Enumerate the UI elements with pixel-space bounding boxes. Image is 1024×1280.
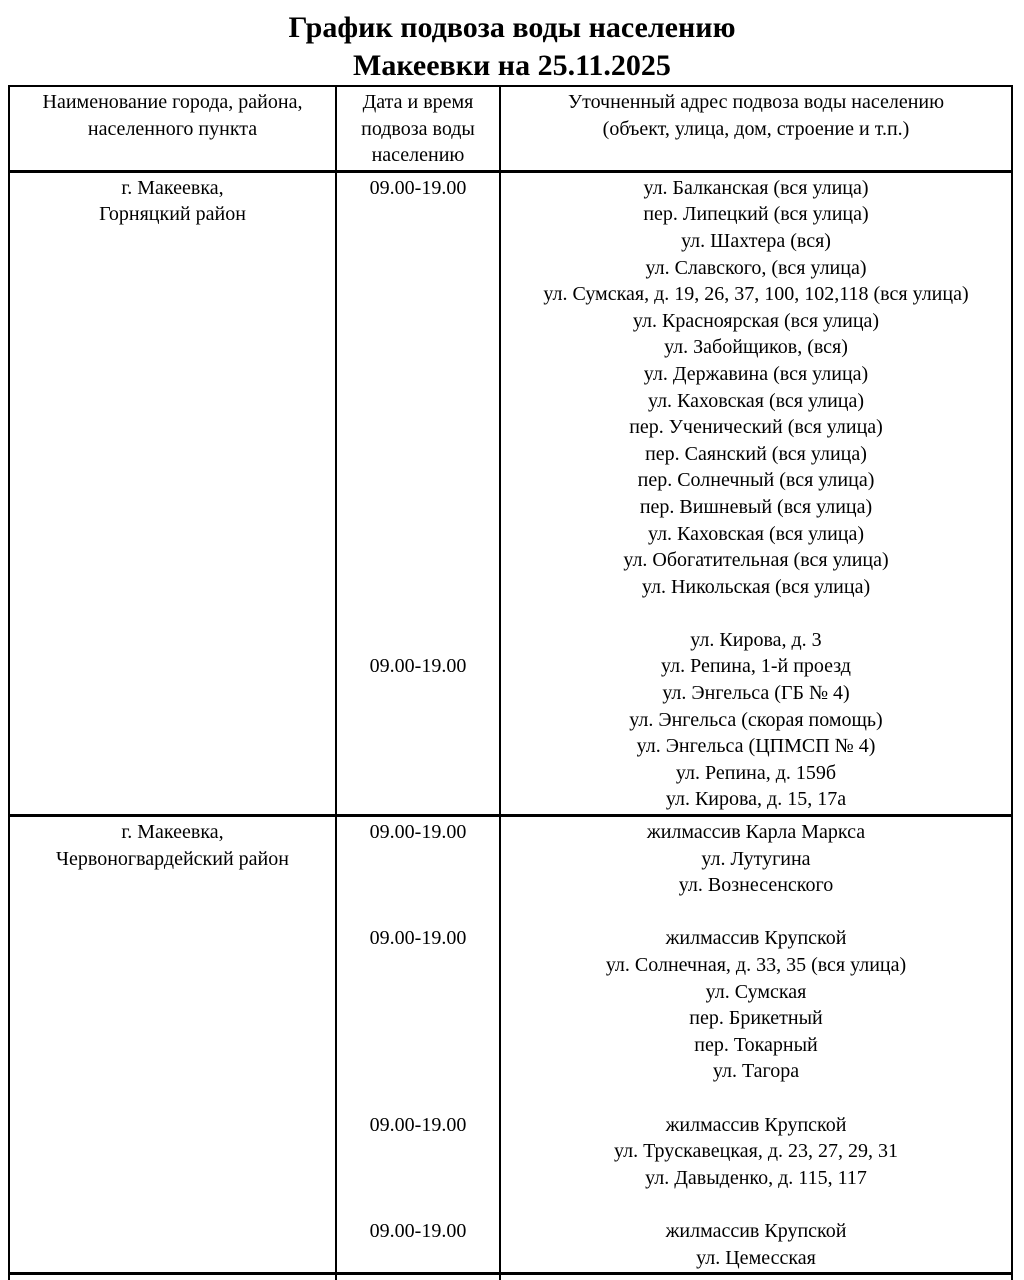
- address-line: ул. Вознесенского: [678, 874, 834, 897]
- location-line: Червоногвардейский район: [56, 847, 289, 870]
- address-line: ул. Державина (вся улица): [643, 362, 869, 385]
- address-line: ул. Давыденко, д. 115, 117: [645, 1166, 867, 1189]
- blank-line: [339, 494, 497, 521]
- header-address-line: (объект, улица, дом, строение и т.п.): [602, 117, 910, 140]
- header-datetime-line: подвоза воды: [361, 117, 475, 140]
- blank-line: [339, 467, 497, 494]
- blank-line: [339, 627, 497, 654]
- blank-line: [339, 846, 497, 873]
- address-line: ул. Каховская (вся улица): [647, 389, 865, 412]
- header-location-line: населенного пункта: [87, 117, 258, 140]
- address-line: пер. Брикетный: [689, 1007, 823, 1030]
- location-line: г. Макеевка,: [121, 821, 224, 844]
- address-line: ул. Забойщиков, (вся): [664, 336, 848, 359]
- time-cell: [336, 171, 500, 815]
- address-line: ул. Сумская: [705, 980, 807, 1003]
- blank-line: [339, 952, 497, 979]
- address-line: жилмассив Карла Маркса: [646, 821, 866, 844]
- address-line: ул. Энгельса (ГБ № 4): [662, 682, 850, 705]
- header-address: [500, 86, 1012, 171]
- address-cell: [500, 816, 1012, 1274]
- address-line: ул. Энгельса (ЦПМСП № 4): [636, 735, 876, 758]
- blank-line: [339, 1085, 497, 1112]
- blank-line: [339, 872, 497, 899]
- blank-line: [339, 680, 497, 707]
- location-cell: [9, 816, 336, 1274]
- blank-line: [339, 1058, 497, 1085]
- time-label: 09.00-19.00: [369, 1113, 467, 1136]
- address-line: ул. Тагора: [712, 1060, 800, 1083]
- blank-line: [339, 574, 497, 601]
- address-line: ул. Шахтера (вся): [681, 229, 831, 252]
- blank-line: [339, 388, 497, 415]
- address-cell: [500, 171, 1012, 815]
- address-line: ул. Энгельса (скорая помощь): [629, 708, 883, 731]
- blank-line: [339, 760, 497, 787]
- blank-line: [339, 786, 497, 813]
- address-cell: [500, 1274, 1012, 1280]
- location-line: г. Макеевка,: [121, 176, 224, 199]
- blank-line: [503, 600, 1009, 627]
- header-address-line: Уточненный адрес подвоза воды населению: [567, 91, 945, 113]
- address-line: ул. Репина, д. 159б: [675, 761, 837, 784]
- address-line: ул. Кирова, д. 3: [690, 628, 822, 651]
- table-row: [9, 1274, 1012, 1280]
- time-cell: [336, 816, 500, 1274]
- address-line: жилмассив Крупской: [665, 927, 847, 950]
- address-line: ул. Репина, 1-й проезд: [661, 655, 851, 678]
- address-line: жилмассив Крупской: [665, 1219, 847, 1242]
- header-datetime-line: населению: [371, 144, 465, 167]
- blank-line: [339, 1005, 497, 1032]
- address-line: пер. Вишневый (вся улица): [639, 495, 873, 518]
- header-location: [9, 86, 336, 171]
- address-line: пер. Липецкий (вся улица): [643, 203, 869, 226]
- blank-line: [503, 1085, 1009, 1112]
- blank-line: [339, 255, 497, 282]
- time-label: 09.00-19.00: [369, 1219, 467, 1242]
- location-line: Горняцкий район: [99, 203, 246, 226]
- address-line: ул. Трускавецкая, д. 23, 27, 29, 31: [613, 1140, 899, 1163]
- address-line: ул. Кирова, д. 15, 17а: [665, 788, 847, 811]
- address-line: ул. Балканская (вся улица): [643, 176, 869, 199]
- table-header: [9, 86, 1012, 171]
- blank-line: [339, 1138, 497, 1165]
- header-location-line: Наименование города, района,: [42, 91, 303, 113]
- address-line: ул. Никольская (вся улица): [641, 575, 871, 598]
- page-title-line2: Макеевки на 25.11.2025: [353, 49, 671, 82]
- time-cell: [336, 1274, 500, 1280]
- blank-line: [339, 1245, 497, 1272]
- address-line: ул. Солнечная, д. 33, 35 (вся улица): [605, 954, 907, 976]
- address-line: ул. Цемесская: [696, 1246, 816, 1269]
- address-line: ул. Лутугина: [701, 847, 811, 870]
- blank-line: [339, 308, 497, 335]
- address-line: ул. Красноярская (вся улица): [632, 309, 880, 332]
- header-row: [9, 86, 1012, 171]
- blank-line: [503, 1191, 1009, 1218]
- blank-line: [339, 201, 497, 228]
- page-title-line1: График подвоза воды населению: [288, 11, 736, 44]
- header-datetime: [336, 86, 500, 171]
- address-line: ул. Обогатительная (вся улица): [623, 549, 889, 572]
- address-line: пер. Саянский (вся улица): [645, 442, 867, 465]
- blank-line: [503, 899, 1009, 926]
- address-line: ул. Славского, (вся улица): [645, 256, 867, 279]
- blank-line: [339, 281, 497, 308]
- blank-line: [339, 1165, 497, 1192]
- water-schedule-table: [8, 85, 1013, 1280]
- table-row: [9, 171, 1012, 815]
- time-label: 09.00-19.00: [369, 655, 467, 678]
- time-label: 09.00-19.00: [369, 176, 467, 199]
- blank-line: [339, 733, 497, 760]
- address-line: пер. Солнечный (вся улица): [637, 469, 875, 492]
- blank-line: [339, 707, 497, 734]
- address-line: ул. Каховская (вся улица): [647, 522, 865, 545]
- blank-line: [339, 441, 497, 468]
- blank-line: [339, 334, 497, 361]
- blank-line: [339, 228, 497, 255]
- blank-line: [339, 899, 497, 926]
- address-line: пер. Ученический (вся улица): [629, 416, 883, 439]
- address-line: ул. Сумская, д. 19, 26, 37, 100, 102,118 (вся улица): [543, 283, 969, 306]
- address-line: жилмассив Крупской: [665, 1113, 847, 1136]
- address-line: пер. Токарный: [694, 1033, 818, 1056]
- page-title: [0, 0, 1024, 85]
- blank-line: [339, 600, 497, 627]
- table-row: [9, 816, 1012, 1274]
- blank-line: [339, 361, 497, 388]
- blank-line: [339, 414, 497, 441]
- blank-line: [339, 1191, 497, 1218]
- blank-line: [339, 521, 497, 548]
- time-label: 09.00-19.00: [369, 821, 467, 844]
- schedule-body: [9, 171, 1012, 1280]
- blank-line: [339, 1032, 497, 1059]
- header-datetime-line: Дата и время: [362, 91, 474, 113]
- blank-line: [339, 547, 497, 574]
- location-cell: [9, 171, 336, 815]
- blank-line: [339, 979, 497, 1006]
- location-cell: [9, 1274, 336, 1280]
- time-label: 09.00-19.00: [369, 927, 467, 950]
